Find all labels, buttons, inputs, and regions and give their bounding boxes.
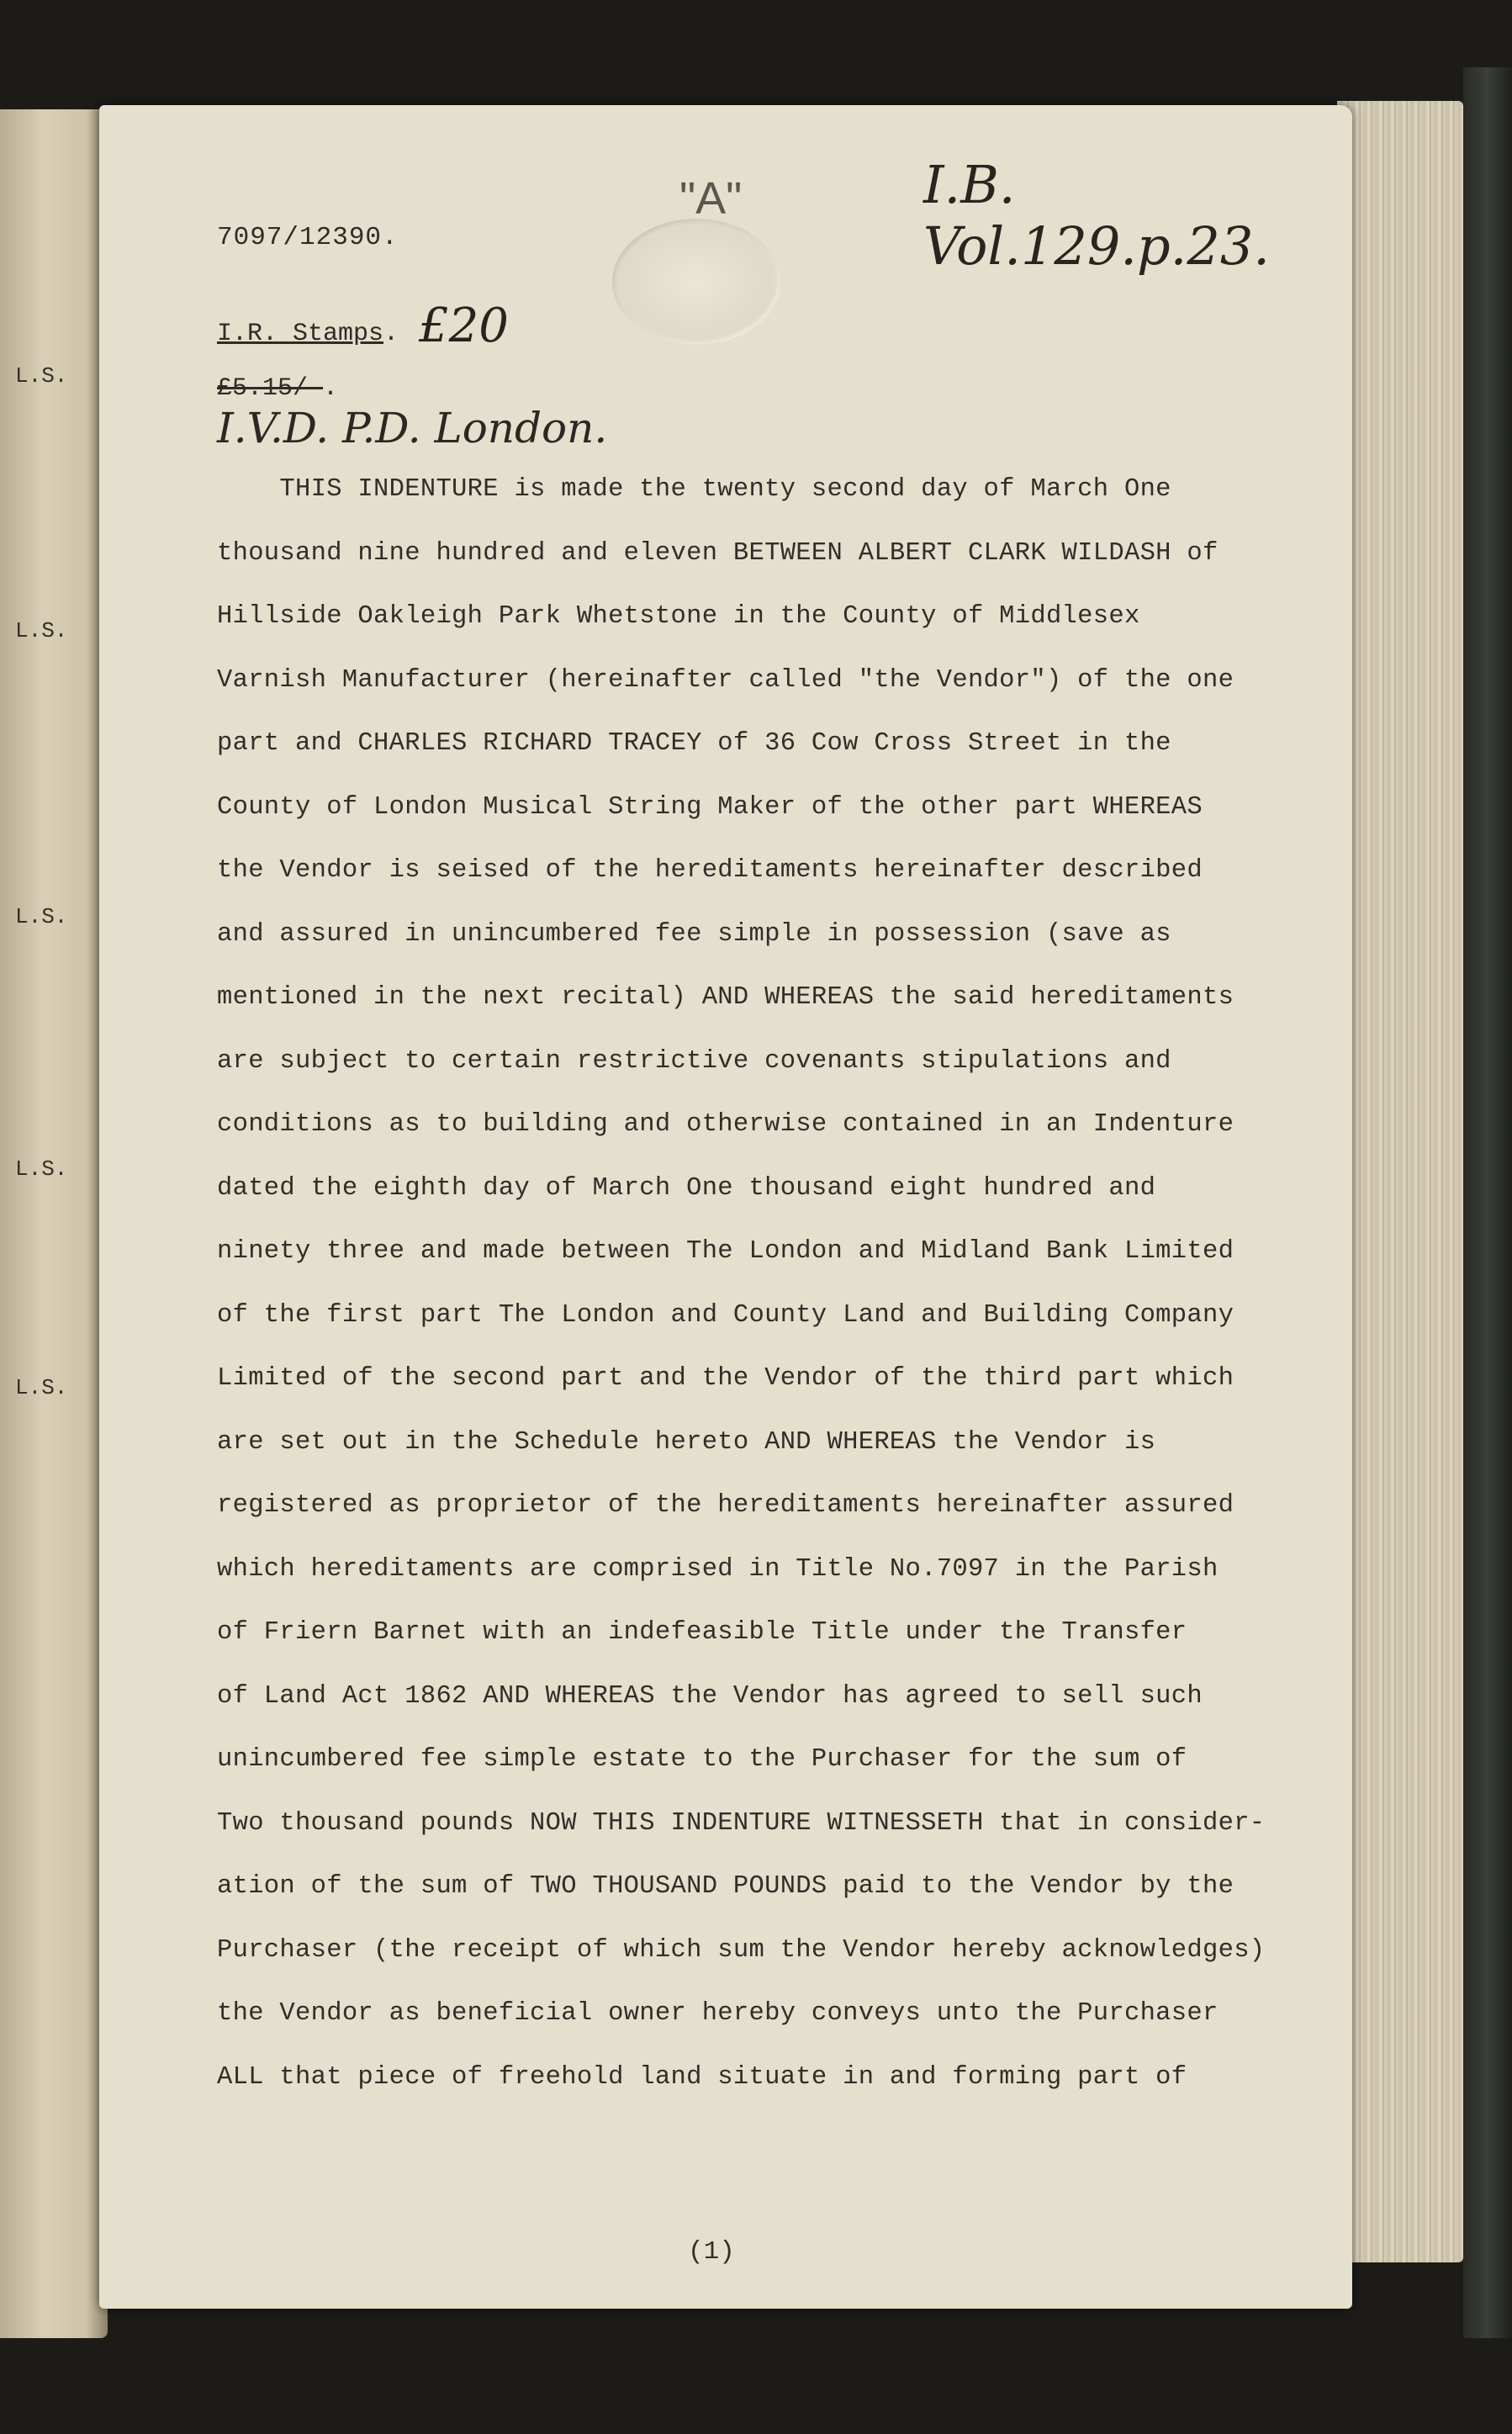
exhibit-mark: "A"	[679, 173, 743, 224]
text-line: conditions as to building and otherwise contained in an Indenture	[217, 1110, 1234, 1139]
text-line: ation of the sum of TWO THOUSAND POUNDS paid to the Vendor by the	[217, 1872, 1234, 1901]
stamps-label: I.R. Stamps.	[217, 320, 399, 348]
book-cover-edge	[1463, 67, 1512, 2338]
ls-margin-label: L.S.	[15, 1375, 68, 1400]
text-line: unincumbered fee simple estate to the Purchaser for the sum of	[217, 1745, 1187, 1774]
embossed-seal	[612, 219, 780, 345]
text-line: mentioned in the next recital) AND WHEREAS the said hereditaments	[217, 983, 1234, 1012]
handwritten-volume-reference: I.B. Vol.129.p.23.	[923, 154, 1270, 277]
text-line: dated the eighth day of March One thousand eight hundred and	[217, 1173, 1156, 1203]
text-line: ninety three and made between The London and Midland Bank Limited	[217, 1237, 1234, 1266]
ls-margin-label: L.S.	[15, 618, 68, 643]
text-line: ALL that piece of freehold land situate in and forming part of	[217, 2062, 1187, 2092]
text-line: thousand nine hundred and eleven BETWEEN ALBERT CLARK WILDASH of	[217, 538, 1219, 568]
text-line: of the first part The London and County Land and Building Company	[217, 1300, 1234, 1330]
page-number: (1)	[688, 2237, 735, 2267]
handwritten-iod-note: I.V.D. P.D. London.	[217, 404, 608, 452]
left-facing-page	[0, 109, 108, 2338]
document-page	[99, 105, 1352, 2309]
text-line: the Vendor as beneficial owner hereby conveys unto the Purchaser	[217, 1999, 1219, 2028]
ls-margin-label: L.S.	[15, 363, 68, 389]
text-line: of Friern Barnet with an indefeasible Title under the Transfer	[217, 1618, 1187, 1647]
text-line: THIS INDENTURE is made the twenty second day of March One	[217, 475, 1171, 504]
text-line: of Land Act 1862 AND WHEREAS the Vendor has agreed to sell such	[217, 1681, 1203, 1711]
text-line: Hillside Oakleigh Park Whetstone in the County of Middlesex	[217, 602, 1140, 631]
stamps-amount: £20	[419, 299, 509, 353]
text-line: are subject to certain restrictive covenants stipulations and	[217, 1046, 1171, 1076]
text-line: Limited of the second part and the Vendor of the third part which	[217, 1364, 1234, 1393]
text-line: Varnish Manufacturer (hereinafter called "the Vendor") of the one	[217, 665, 1234, 695]
text-line: County of London Musical String Maker of the other part WHEREAS	[217, 792, 1203, 822]
text-line: Purchaser (the receipt of which sum the Vendor hereby acknowledges)	[217, 1935, 1266, 1965]
text-line: part and CHARLES RICHARD TRACEY of 36 Cow Cross Street in the	[217, 729, 1171, 758]
text-line: are set out in the Schedule hereto AND WHEREAS the Vendor is	[217, 1427, 1156, 1457]
old-stamp-amount: £5.15/-.	[217, 374, 339, 403]
text-line: which hereditaments are comprised in Title No.7097 in the Parish	[217, 1554, 1219, 1584]
ls-margin-label: L.S.	[15, 1156, 68, 1182]
text-line: the Vendor is seised of the hereditaments hereinafter described	[217, 856, 1203, 885]
text-line: Two thousand pounds NOW THIS INDENTURE WITNESSETH that in consider-	[217, 1808, 1266, 1838]
text-line: registered as proprietor of the hereditaments hereinafter assured	[217, 1491, 1234, 1520]
document-reference: 7097/12390.	[217, 223, 399, 252]
indenture-body-text	[217, 458, 1428, 2109]
ls-margin-label: L.S.	[15, 904, 68, 929]
text-line: and assured in unincumbered fee simple in possession (save as	[217, 919, 1171, 949]
